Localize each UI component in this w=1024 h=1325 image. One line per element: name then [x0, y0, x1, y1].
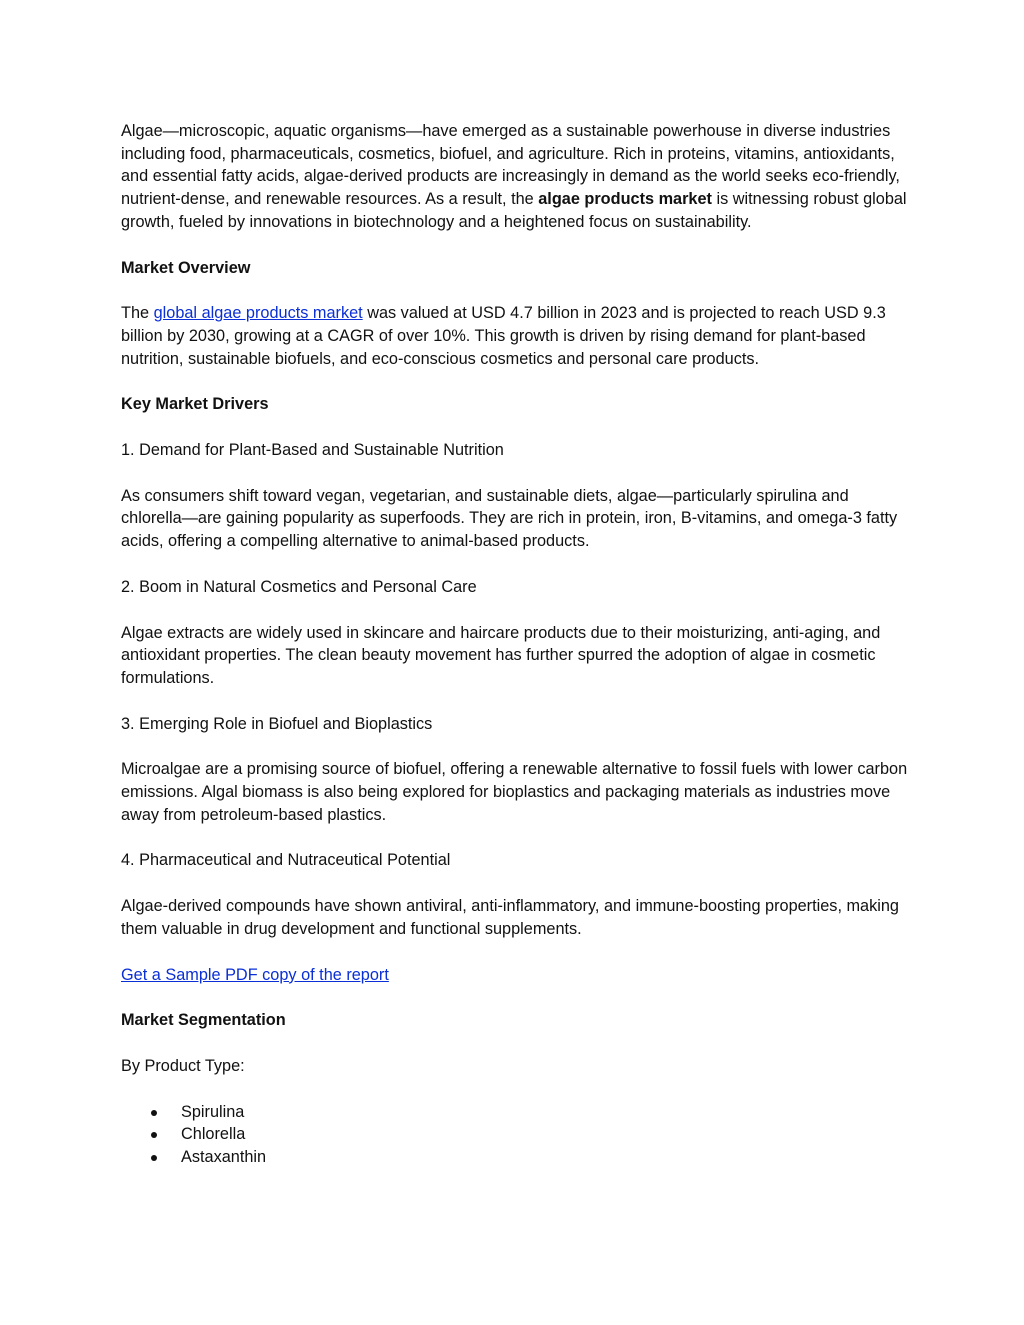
driver-body: Algae extracts are widely used in skincare and haircare products due to their moisturizing, anti-aging, and antioxidant properties. The clean beauty movement has further spurred the adoption of algae in cosmetic formulations. [121, 623, 881, 687]
market-segmentation-heading: Market Segmentation [121, 1011, 286, 1030]
bullet-icon [151, 1132, 157, 1138]
overview-text-start: The [121, 304, 154, 323]
intro-bold-term: algae products market [538, 190, 712, 209]
document-body [121, 120, 911, 1169]
sample-pdf-paragraph [121, 964, 911, 987]
list-item-label: Spirulina [181, 1102, 245, 1121]
bullet-icon [151, 1110, 157, 1116]
list-item-label: Chlorella [181, 1125, 246, 1144]
market-overview-heading: Market Overview [121, 258, 251, 277]
driver-title: 4. Pharmaceutical and Nutraceutical Potential [121, 851, 451, 870]
product-type-list [121, 1101, 911, 1169]
driver-title: 3. Emerging Role in Biofuel and Bioplastics [121, 714, 433, 733]
market-overview-paragraph [121, 302, 911, 370]
driver-body: As consumers shift toward vegan, vegetarian, and sustainable diets, algae—particularly spirulina and chlorella—are gaining popularity as superfoods. They are rich in protein, iron, B-vitamins, and omega-3 fatty acids, offering a compelling alternative to animal-based products. [121, 486, 898, 551]
global-algae-market-link[interactable]: global algae products market [153, 304, 363, 323]
list-item [121, 1123, 911, 1146]
by-product-type-label: By Product Type: [121, 1056, 245, 1075]
key-drivers-heading: Key Market Drivers [121, 395, 269, 414]
intro-paragraph [121, 120, 911, 234]
intro-text-end: is witnessing robust global growth, fueled by innovations in biotechnology and a heightened focus on sustainability. [121, 190, 907, 231]
list-item [121, 1101, 911, 1124]
bullet-icon [151, 1155, 157, 1161]
driver-body: Algae-derived compounds have shown antiviral, anti-inflammatory, and immune-boosting properties, making them valuable in drug development and functional supplements. [121, 897, 899, 938]
sample-pdf-link[interactable]: Get a Sample PDF copy of the report [121, 965, 389, 984]
list-item [121, 1146, 911, 1169]
driver-body: Microalgae are a promising source of biofuel, offering a renewable alternative to fossil fuels with lower carbon emissions. Algal biomass is also being explored for bioplastics and packaging materials as industries move away from petroleum-based plastics. [121, 760, 908, 824]
intro-text-start: Algae—microscopic, aquatic organisms—have emerged as a sustainable powerhouse in diverse industries including food, pharmaceuticals, cosmetics, biofuel, and agriculture. Rich in proteins, vitamins, antioxidants, and essential fatty acids, algae-derived products are increasingly in demand as the world seeks eco-friendly, nutrient-dense, and renewable resources. As a result, the [121, 122, 900, 209]
driver-title: 2. Boom in Natural Cosmetics and Personal Care [121, 577, 477, 596]
driver-title: 1. Demand for Plant-Based and Sustainable Nutrition [121, 441, 504, 460]
overview-text-end: was valued at USD 4.7 billion in 2023 and is projected to reach USD 9.3 billion by 2030, growing at a CAGR of over 10%. This growth is driven by rising demand for plant-based nutrition, sustainable biofuels, and eco-conscious cosmetics and personal care products. [121, 304, 886, 368]
list-item-label: Astaxanthin [181, 1148, 267, 1167]
